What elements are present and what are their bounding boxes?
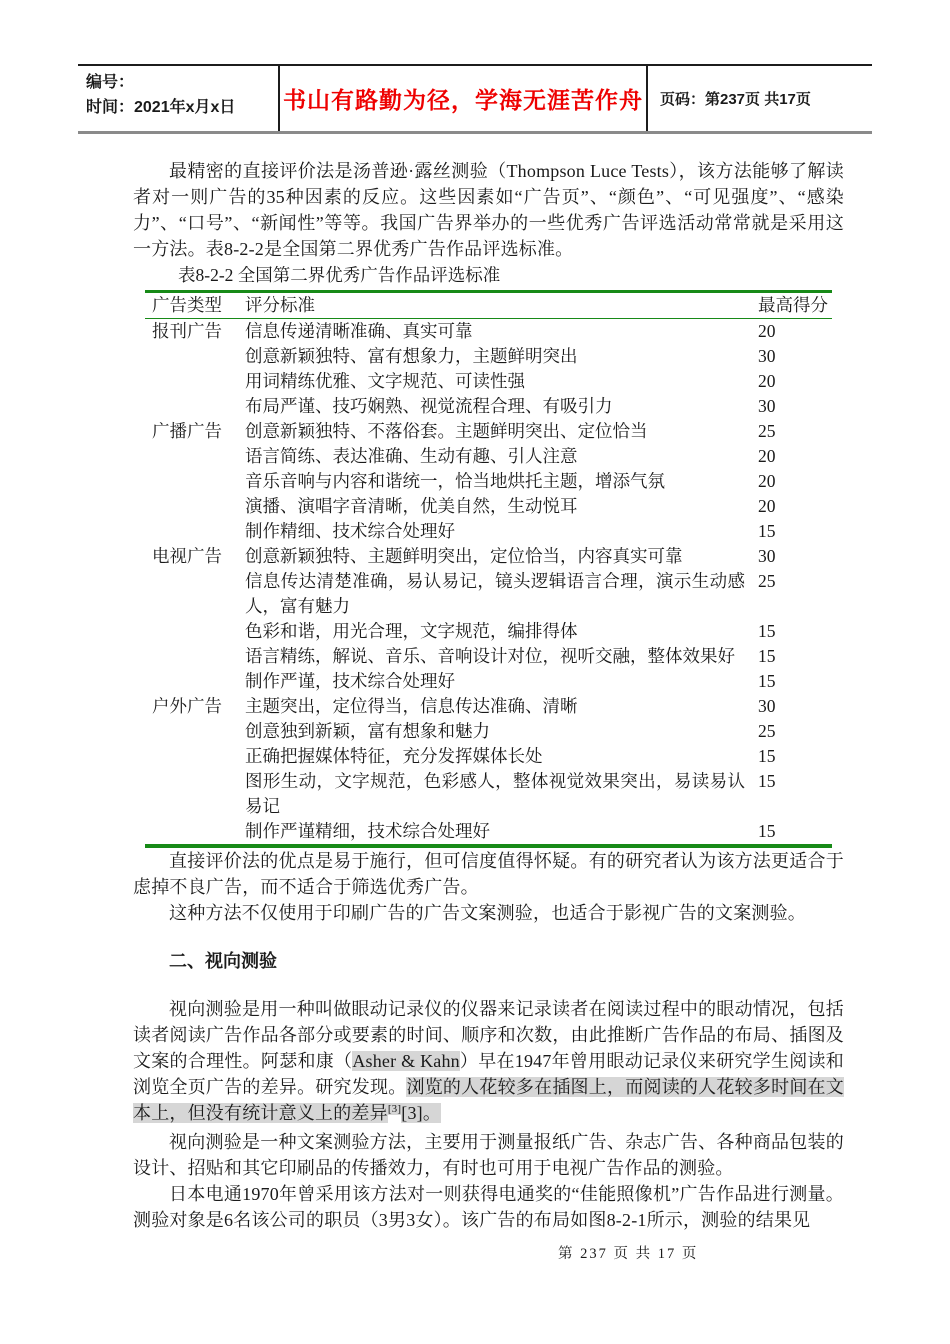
cell-max-score: 20	[758, 496, 776, 516]
table-row	[145, 369, 832, 394]
table-row	[145, 569, 832, 619]
table-row	[145, 744, 832, 769]
table-row	[145, 619, 832, 644]
cell-criteria: 信息传递清晰准确、真实可靠	[245, 321, 473, 341]
page-number-label: 页码：第237页 共17页	[660, 91, 811, 108]
cell-max-score: 30	[758, 346, 776, 366]
table-row	[145, 469, 832, 494]
page-footer: 第 237 页 共 17 页	[558, 1246, 699, 1262]
doc-number-label: 编号：	[86, 74, 135, 91]
highlighted-segment: [3]。	[401, 1103, 442, 1123]
cell-max-score: 20	[758, 321, 776, 341]
paragraph-method-scope: 这种方法不仅使用于印刷广告的广告文案测验，也适合于影视广告的文案测验。	[169, 903, 806, 923]
highlighted-segment: [3]	[387, 1103, 402, 1115]
header-page-cell	[648, 66, 872, 131]
table-row	[145, 669, 832, 694]
table-row	[145, 419, 832, 444]
cell-max-score: 30	[758, 396, 776, 416]
header-motto-cell	[280, 66, 648, 131]
cell-criteria: 正确把握媒体特征，充分发挥媒体长处	[245, 746, 543, 766]
table-row	[145, 719, 832, 744]
cell-criteria: 用词精练优雅、文字规范、可读性强	[245, 371, 525, 391]
cell-max-score: 20	[758, 371, 776, 391]
text-segment: ）早在1947年曾用眼动记录仪来研究学生阅读和浏览全页广告的差异。研究发现。	[133, 1051, 844, 1097]
criteria-table	[145, 290, 832, 848]
cell-max-score: 15	[758, 746, 776, 766]
cell-criteria: 图形生动，文字规范，色彩感人，整体视觉效果突出，易读易认易记	[245, 771, 745, 816]
cell-criteria: 语言简练、表达准确、生动有趣、引人注意	[245, 446, 578, 466]
table-row	[145, 644, 832, 669]
cell-ad-type: 电视广告	[152, 546, 222, 566]
paragraph-dentsu-case: 日本电通1970年曾采用该方法对一则获得电通奖的“佳能照像机”广告作品进行测量。测验对象是6名该公司的职员（3男3女）。该广告的布局如图8-2-1所示，测验的结果见	[133, 1184, 844, 1230]
table-row	[145, 344, 832, 369]
paragraph-eye-tracking-intro	[133, 996, 844, 1126]
cell-max-score: 15	[758, 771, 776, 791]
highlighted-segment: 浏览的人花较多在插图上，而阅读的人花较多时间在文本上，但没有统计意义上的差异	[133, 1077, 844, 1123]
cell-max-score: 30	[758, 546, 776, 566]
cell-max-score: 25	[758, 721, 776, 741]
table-row	[145, 319, 832, 344]
table-row	[145, 819, 832, 844]
cell-criteria: 制作精细、技术综合处理好	[245, 521, 455, 541]
table-row	[145, 519, 832, 544]
paragraph-direct-eval-pros: 直接评价法的优点是易于施行，但可信度值得怀疑。有的研究者认为该方法更适合于虑掉不良广告，而不适合于筛选优秀广告。	[133, 851, 844, 897]
cell-criteria: 创意新颖独特、富有想象力，主题鲜明突出	[245, 346, 578, 366]
cell-ad-type: 报刊广告	[152, 321, 222, 341]
header-motto: 书山有路勤为径，学海无涯苦作舟	[283, 87, 643, 113]
cell-max-score: 15	[758, 621, 776, 641]
col-header-ad-type: 广告类型	[152, 295, 222, 315]
cell-criteria: 语言精练，解说、音乐、音响设计对位，视听交融，整体效果好	[245, 646, 735, 666]
cell-criteria: 布局严谨、技巧娴熟、视觉流程合理、有吸引力	[245, 396, 613, 416]
table-row	[145, 394, 832, 419]
table-row	[145, 769, 832, 819]
paragraph-eye-tracking-usage: 视向测验是一种文案测验方法，主要用于测量报纸广告、杂志广告、各种商品包装的设计、招贴和其它印刷品的传播效力，有时也可用于电视广告作品的测验。	[133, 1132, 844, 1178]
cell-criteria: 制作严谨精细，技术综合处理好	[245, 821, 490, 841]
cell-criteria: 创意新颖独特、主题鲜明突出，定位恰当，内容真实可靠	[245, 546, 683, 566]
col-header-criteria: 评分标准	[245, 295, 315, 315]
cell-criteria: 制作严谨，技术综合处理好	[245, 671, 455, 691]
highlighted-segment: Asher & Kahn	[352, 1051, 460, 1071]
cell-criteria: 音乐音响与内容和谐统一，恰当地烘托主题，增添气氛	[245, 471, 665, 491]
text-segment: 视向测验是用一种叫做眼动记录仪的仪器来记录读者在阅读过程中的眼动情况，包括读者阅读广告作品各部分或要素的时间、顺序和次数，由此推断广告作品的布局、插图及文案的合理性。阿瑟和康（	[133, 999, 844, 1071]
page-header	[78, 64, 872, 134]
cell-max-score: 15	[758, 521, 776, 541]
table-body	[145, 319, 832, 844]
table-row	[145, 694, 832, 719]
cell-criteria: 主题突出，定位得当，信息传达准确、清晰	[245, 696, 578, 716]
cell-max-score: 15	[758, 646, 776, 666]
header-meta-cell	[78, 66, 280, 131]
cell-max-score: 20	[758, 446, 776, 466]
table-caption: 表8-2-2 全国第二界优秀广告作品评选标准	[178, 265, 501, 285]
document-body	[133, 158, 844, 1233]
cell-max-score: 15	[758, 821, 776, 841]
cell-criteria: 创意新颖独特、不落俗套。主题鲜明突出、定位恰当	[245, 421, 648, 441]
table-row	[145, 444, 832, 469]
cell-ad-type: 户外广告	[152, 696, 222, 716]
cell-max-score: 30	[758, 696, 776, 716]
cell-criteria: 创意独到新颖，富有想象和魅力	[245, 721, 490, 741]
cell-max-score: 25	[758, 571, 776, 591]
cell-criteria: 色彩和谐，用光合理，文字规范，编排得体	[245, 621, 578, 641]
table-row	[145, 544, 832, 569]
table-row	[145, 494, 832, 519]
cell-criteria: 演播、演唱字音清晰，优美自然，生动悦耳	[245, 496, 578, 516]
cell-max-score: 20	[758, 471, 776, 491]
cell-criteria: 信息传达清楚准确，易认易记，镜头逻辑语言合理，演示生动感人，富有魅力	[245, 571, 745, 616]
section-heading-eye-tracking: 二、视向测验	[169, 951, 277, 971]
paragraph-thompson-luce: 最精密的直接评价法是汤普逊·露丝测验（Thompson Luce Tests），该方法能够了解读者对一则广告的35种因素的反应。这些因素如“广告页”、“颜色”、“可见强度”、“感染力”、“口号”、“新闻性”等等。我国广告界举办的一些优秀广告评选活动常常就是采用这一方法。表8-2-2是全国第二界优秀广告作品评选标准。	[133, 161, 844, 259]
table-header-row	[145, 293, 832, 319]
doc-date-label: 时间：2021年x月x日	[86, 99, 236, 116]
cell-ad-type: 广播广告	[152, 421, 222, 441]
cell-max-score: 15	[758, 671, 776, 691]
cell-max-score: 25	[758, 421, 776, 441]
col-header-max-score: 最高得分	[758, 295, 828, 315]
